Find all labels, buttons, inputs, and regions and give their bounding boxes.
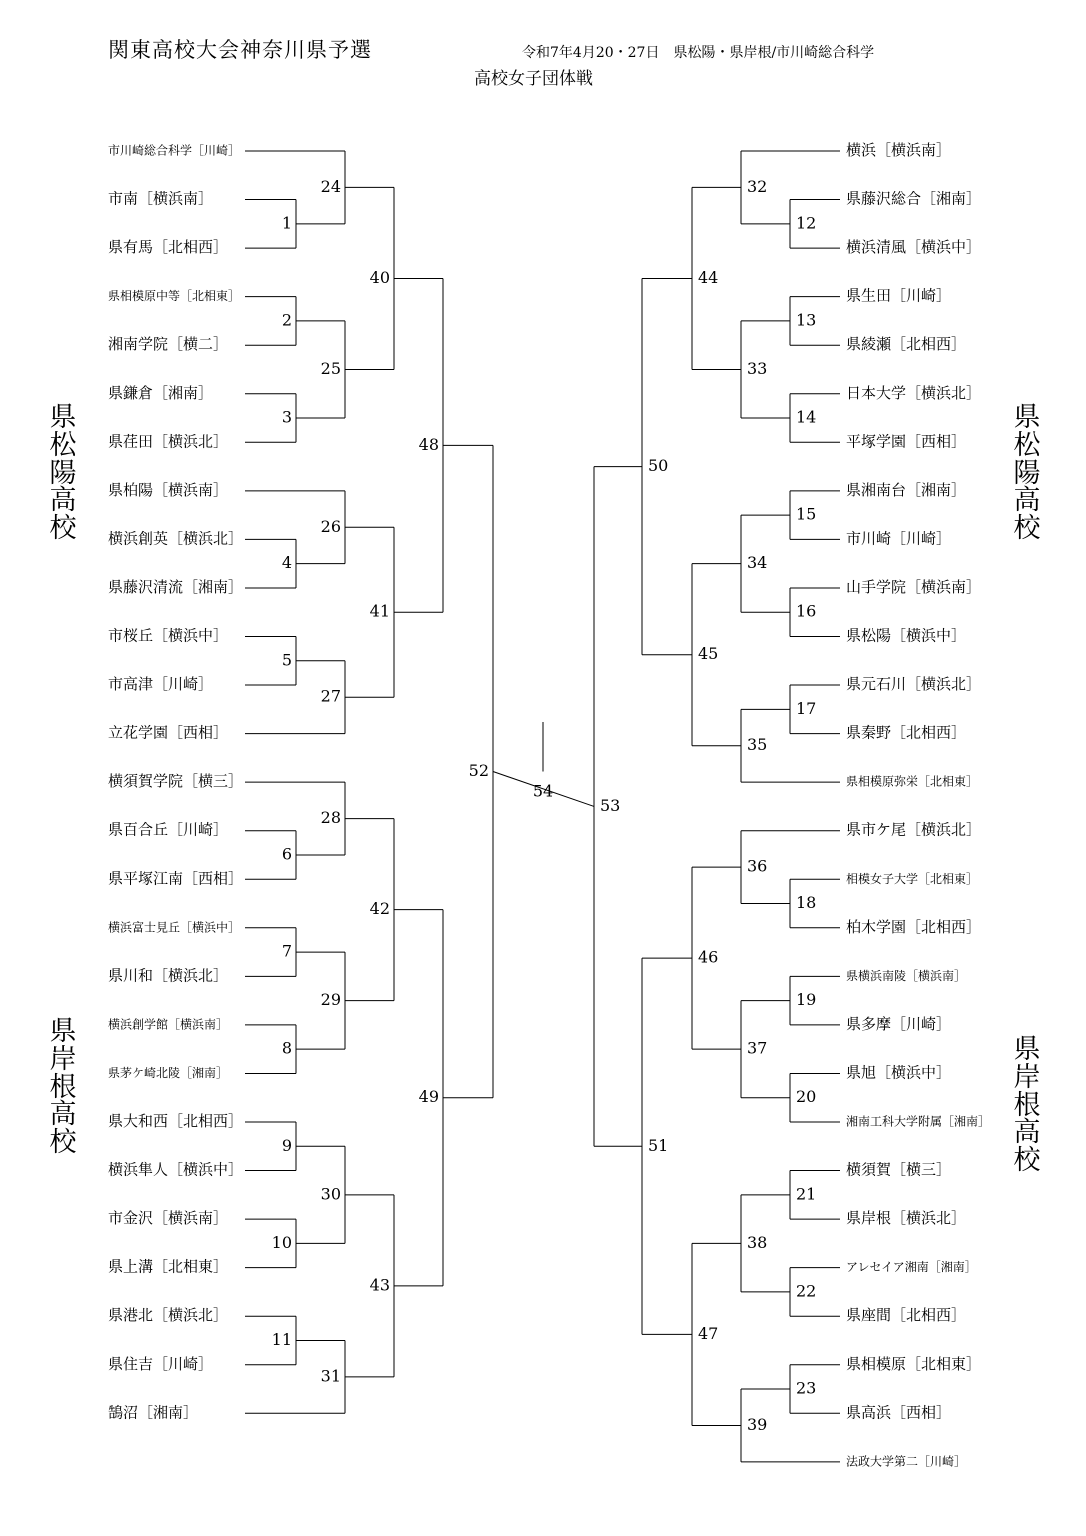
right-team-6: 平塚学園［西相］ [846, 432, 967, 451]
match-number-39: 39 [747, 1414, 768, 1434]
match-number-27: 27 [320, 686, 341, 706]
page-title: 関東高校大会神奈川県予選 [108, 38, 372, 62]
right-team-10: 県松陽［横浜中］ [846, 626, 967, 645]
right-team-2: 横浜清風［横浜中］ [846, 238, 982, 257]
left-team-26: 鵠沼［湘南］ [108, 1403, 199, 1422]
match-number-43: 43 [369, 1275, 390, 1295]
match-number-53: 53 [600, 795, 621, 815]
left-team-5: 県鎌倉［湘南］ [108, 383, 214, 402]
left-team-10: 市桜丘［横浜中］ [108, 626, 229, 645]
match-number-28: 28 [320, 808, 341, 828]
right-team-23: アレセイア湘南［湘南］ [846, 1260, 977, 1275]
left-team-25: 県住吉［川崎］ [108, 1354, 214, 1373]
match-number-13: 13 [796, 310, 817, 330]
match-number-32: 32 [747, 176, 768, 196]
left-team-7: 県柏陽［横浜南］ [108, 480, 229, 499]
right-team-7: 県湘南台［湘南］ [846, 480, 967, 499]
left-team-3: 県相模原中等［北相東］ [108, 289, 241, 304]
match-number-12: 12 [796, 213, 817, 233]
match-number-37: 37 [747, 1038, 768, 1058]
match-number-50: 50 [648, 456, 669, 476]
left-team-14: 県百合丘［川崎］ [108, 820, 229, 839]
right-team-8: 市川崎［川崎］ [846, 529, 952, 548]
right-team-15: 相模女子大学［北相東］ [846, 871, 979, 886]
left-team-0: 市川崎総合科学［川崎］ [108, 143, 241, 158]
match-number-33: 33 [747, 358, 768, 378]
match-number-30: 30 [320, 1184, 341, 1204]
match-number-42: 42 [369, 899, 390, 919]
right-team-22: 県岸根［横浜北］ [846, 1209, 967, 1228]
right-team-24: 県座間［北相西］ [846, 1306, 967, 1325]
match-number-47: 47 [698, 1323, 719, 1343]
right-team-9: 山手学院［横浜南］ [846, 577, 982, 596]
match-number-26: 26 [320, 516, 341, 536]
match-number-44: 44 [698, 267, 719, 287]
event-subtitle: 高校女子団体戦 [474, 69, 593, 89]
match-number-46: 46 [698, 947, 719, 967]
match-number-17: 17 [796, 698, 817, 718]
date-venue: 令和7年4月20・27日 県松陽・県岸根/市川崎総合科学 [522, 45, 875, 61]
right-team-14: 県市ケ尾［横浜北］ [846, 820, 982, 839]
match-number-19: 19 [796, 990, 817, 1010]
match-number-3: 3 [281, 407, 292, 427]
right-team-18: 県多摩［川崎］ [846, 1014, 952, 1033]
right-team-21: 横須賀［横三］ [846, 1160, 952, 1179]
left-team-16: 横浜富士見丘［横浜中］ [108, 920, 241, 935]
match-number-5: 5 [281, 650, 292, 670]
right-team-19: 県旭［横浜中］ [846, 1063, 952, 1082]
right-team-16: 柏木学園［北相西］ [846, 917, 982, 936]
left-team-15: 県平塚江南［西相］ [108, 869, 244, 888]
left-team-17: 県川和［横浜北］ [108, 966, 229, 985]
left-team-8: 横浜創英［横浜北］ [108, 529, 244, 548]
match-number-11: 11 [271, 1329, 292, 1349]
left-team-20: 県大和西［北相西］ [108, 1112, 244, 1130]
match-number-29: 29 [320, 990, 341, 1010]
left-team-2: 県有馬［北相西］ [108, 238, 229, 257]
match-number-54: 54 [532, 781, 554, 801]
match-number-15: 15 [796, 504, 817, 524]
match-number-22: 22 [796, 1281, 817, 1301]
right-team-25: 県相模原［北相東］ [846, 1354, 982, 1373]
match-number-24: 24 [320, 176, 341, 196]
left-team-21: 横浜隼人［横浜中］ [108, 1160, 244, 1179]
right-team-26: 県高浜［西相］ [846, 1403, 952, 1422]
match-number-51: 51 [648, 1135, 669, 1155]
match-number-7: 7 [281, 941, 292, 961]
right-team-13: 県相模原弥栄［北相東］ [846, 774, 979, 789]
match-number-35: 35 [747, 735, 768, 755]
right-team-1: 県藤沢総合［湘南］ [846, 189, 982, 208]
right-team-27: 法政大学第二［川崎］ [846, 1454, 967, 1469]
right-team-3: 県生田［川崎］ [846, 286, 952, 305]
match-number-40: 40 [369, 267, 390, 287]
right-team-0: 横浜［横浜南］ [846, 141, 952, 159]
venue-right-bottom: 県岸根高校 [1013, 1034, 1041, 1177]
left-team-6: 県荏田［横浜北］ [108, 432, 229, 451]
left-team-22: 市金沢［横浜南］ [108, 1209, 229, 1228]
match-number-31: 31 [320, 1366, 341, 1386]
match-number-6: 6 [281, 844, 292, 864]
venue-right-top: 県松陽高校 [1013, 402, 1041, 545]
right-team-12: 県秦野［北相西］ [846, 723, 967, 742]
right-team-17: 県横浜南陵［横浜南］ [846, 968, 967, 983]
left-team-12: 立花学園［西相］ [108, 723, 229, 742]
match-number-20: 20 [796, 1087, 817, 1107]
match-number-45: 45 [698, 644, 719, 664]
match-number-10: 10 [271, 1232, 292, 1252]
venue-left-bottom: 県岸根高校 [49, 1016, 77, 1159]
match-number-36: 36 [747, 856, 768, 876]
left-team-18: 横浜創学館［横浜南］ [108, 1017, 229, 1032]
right-team-20: 湘南工科大学附属［湘南］ [846, 1114, 991, 1129]
right-team-5: 日本大学［横浜北］ [846, 383, 982, 402]
match-number-1: 1 [281, 213, 292, 233]
match-number-21: 21 [796, 1184, 817, 1204]
match-number-34: 34 [747, 553, 768, 573]
left-team-11: 市高津［川崎］ [108, 675, 214, 694]
match-number-18: 18 [796, 893, 817, 913]
left-team-9: 県藤沢清流［湘南］ [108, 577, 244, 596]
match-number-52: 52 [468, 761, 489, 781]
left-team-4: 湘南学院［横二］ [108, 335, 229, 354]
match-number-23: 23 [796, 1378, 817, 1398]
match-number-41: 41 [369, 601, 390, 621]
match-number-2: 2 [281, 310, 292, 330]
left-team-1: 市南［横浜南］ [108, 189, 214, 208]
match-number-49: 49 [418, 1087, 439, 1107]
match-number-48: 48 [418, 434, 439, 454]
left-team-23: 県上溝［北相東］ [108, 1257, 229, 1276]
right-team-4: 県綾瀬［北相西］ [846, 335, 967, 354]
left-team-19: 県茅ケ崎北陵［湘南］ [108, 1065, 229, 1080]
match-number-38: 38 [747, 1232, 768, 1252]
match-number-25: 25 [320, 358, 341, 378]
match-number-8: 8 [281, 1038, 292, 1058]
match-number-4: 4 [281, 553, 292, 573]
match-number-16: 16 [796, 601, 817, 621]
right-team-11: 県元石川［横浜北］ [846, 675, 982, 694]
left-team-24: 県港北［横浜北］ [108, 1306, 229, 1325]
match-number-9: 9 [281, 1135, 292, 1155]
match-number-14: 14 [796, 407, 817, 427]
left-team-13: 横須賀学院［横三］ [108, 772, 244, 791]
venue-left-top: 県松陽高校 [49, 402, 77, 545]
